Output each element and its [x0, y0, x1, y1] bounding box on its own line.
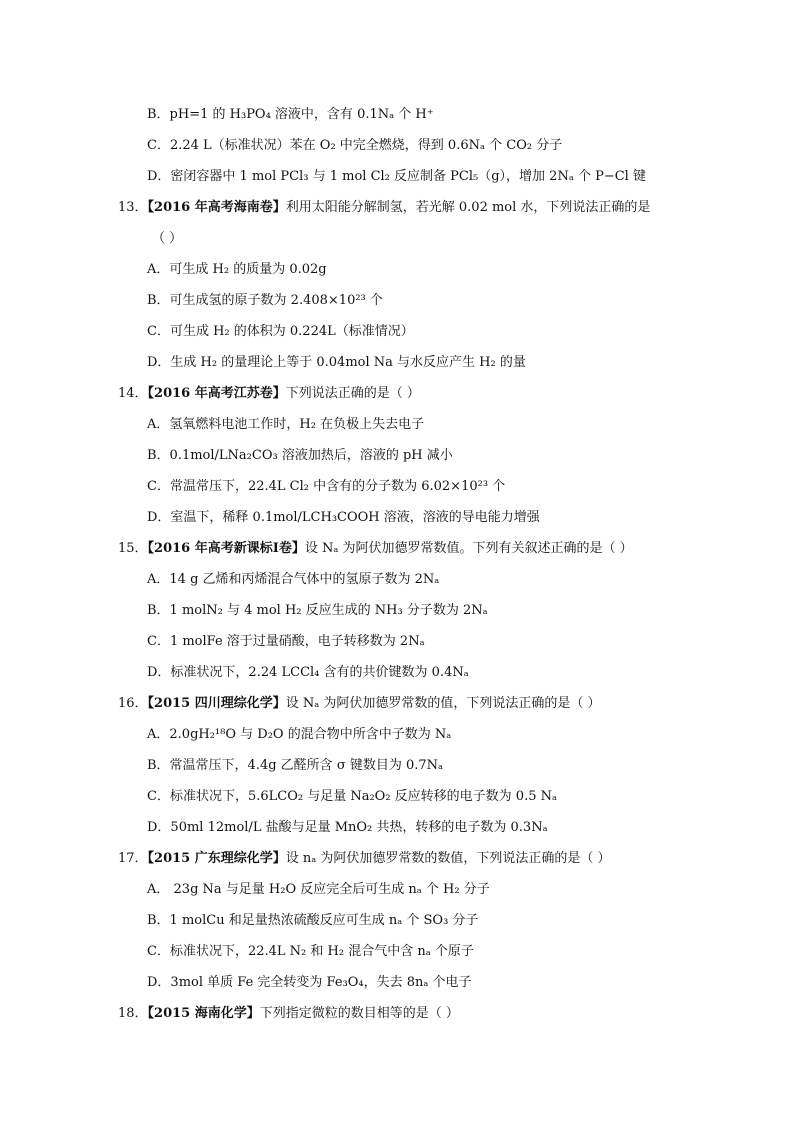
question-source: 【2016 年高考海南卷】 — [147, 200, 286, 215]
option-a-q13: A．可生成 H₂ 的质量为 0.02g — [147, 262, 327, 277]
option-c-q17: C．标准状况下，22.4L N₂ 和 H₂ 混合气中含 nₐ 个原子 — [147, 944, 474, 959]
option-d-q13: D．生成 H₂ 的量理论上等于 0.04mol Na 与水反应产生 H₂ 的量 — [147, 355, 526, 370]
question-text: 设 nₐ 为阿伏加德罗常数的数值，下列说法正确的是（ ） — [285, 851, 611, 866]
question-source: 【2016 年高考江苏卷】 — [147, 386, 286, 401]
option-c-q16: C．标准状况下，5.6LCO₂ 与足量 Na₂O₂ 反应转移的电子数为 0.5 Nₐ — [147, 789, 558, 804]
question-source: 【2015 海南化学】 — [147, 1006, 260, 1021]
option-b-q15: B．1 molN₂ 与 4 mol H₂ 反应生成的 NH₃ 分子数为 2Nₐ — [147, 603, 488, 618]
question-number: 16． — [118, 696, 148, 711]
question-source: 【2016 年高考新课标Ⅰ卷】 — [147, 541, 305, 556]
option-c-q12: C．2.24 L（标准状况）苯在 O₂ 中完全燃烧，得到 0.6Nₐ 个 CO₂ 分子 — [147, 138, 563, 153]
option-c-q15: C．1 molFe 溶于过量硝酸，电子转移数为 2Nₐ — [147, 634, 425, 649]
option-b-q13: B．可生成氢的原子数为 2.408×10²³ 个 — [147, 293, 383, 308]
question-18 — [118, 1005, 459, 1023]
question-15 — [118, 540, 633, 558]
option-b-q14: B．0.1mol/LNa₂CO₃ 溶液加热后，溶液的 pH 减小 — [147, 448, 453, 463]
option-d-q16: D．50ml 12mol/L 盐酸与足量 MnO₂ 共热，转移的电子数为 0.3Nₐ — [147, 820, 548, 835]
option-c-q14: C．常温常压下，22.4L Cl₂ 中含有的分子数为 6.02×10²³ 个 — [147, 479, 506, 494]
answer-blank: （ ） — [152, 231, 183, 246]
question-source: 【2015 四川理综化学】 — [147, 696, 286, 711]
question-number: 14． — [118, 386, 148, 401]
option-a-q15: A．14 g 乙烯和丙烯混合气体中的氢原子数为 2Nₐ — [147, 572, 440, 587]
option-a-q16: A．2.0gH₂¹⁸O 与 D₂O 的混合物中所含中子数为 Nₐ — [147, 727, 452, 742]
question-17 — [118, 850, 611, 868]
option-d-q14: D．室温下，稀释 0.1mol/LCH₃COOH 溶液，溶液的导电能力增强 — [147, 510, 540, 525]
question-number: 13． — [118, 200, 148, 215]
question-number: 18． — [118, 1006, 148, 1021]
question-text: 设 Nₐ 为阿伏加德罗常数的值，下列说法正确的是（ ） — [285, 696, 601, 711]
option-a-q17: A． 23g Na 与足量 H₂O 反应完全后可生成 nₐ 个 H₂ 分子 — [147, 882, 490, 897]
question-number: 17． — [118, 851, 148, 866]
option-b-q12: B．pH=1 的 H₃PO₄ 溶液中，含有 0.1Nₐ 个 H⁺ — [147, 107, 434, 122]
question-text: 设 Nₐ 为阿伏加德罗常数值。下列有关叙述正确的是（ ） — [304, 541, 633, 556]
question-number: 15． — [118, 541, 148, 556]
option-d-q17: D．3mol 单质 Fe 完全转变为 Fe₃O₄，失去 8nₐ 个电子 — [147, 975, 472, 990]
option-b-q17: B．1 molCu 和足量热浓硫酸反应可生成 nₐ 个 SO₃ 分子 — [147, 913, 479, 928]
question-16 — [118, 695, 601, 713]
option-d-q15: D．标准状况下，2.24 LCCl₄ 含有的共价键数为 0.4Nₐ — [147, 665, 469, 680]
option-b-q16: B．常温常压下，4.4g 乙醛所含 σ 键数目为 0.7Nₐ — [147, 758, 444, 773]
option-a-q14: A．氢氧燃料电池工作时，H₂ 在负极上失去电子 — [147, 417, 425, 432]
question-text: 利用太阳能分解制氢，若光解 0.02 mol 水，下列说法正确的是 — [285, 200, 651, 215]
option-c-q13: C．可生成 H₂ 的体积为 0.224L（标准情况） — [147, 324, 414, 339]
question-text: 下列说法正确的是（ ） — [285, 386, 420, 401]
question-source: 【2015 广东理综化学】 — [147, 851, 286, 866]
option-d-q12: D．密闭容器中 1 mol PCl₃ 与 1 mol Cl₂ 反应制备 PCl₅（g），增加 2Nₐ 个 P−Cl 键 — [147, 169, 646, 184]
question-text: 下列指定微粒的数目相等的是（ ） — [259, 1006, 459, 1021]
question-13 — [118, 199, 650, 217]
question-14 — [118, 385, 420, 403]
